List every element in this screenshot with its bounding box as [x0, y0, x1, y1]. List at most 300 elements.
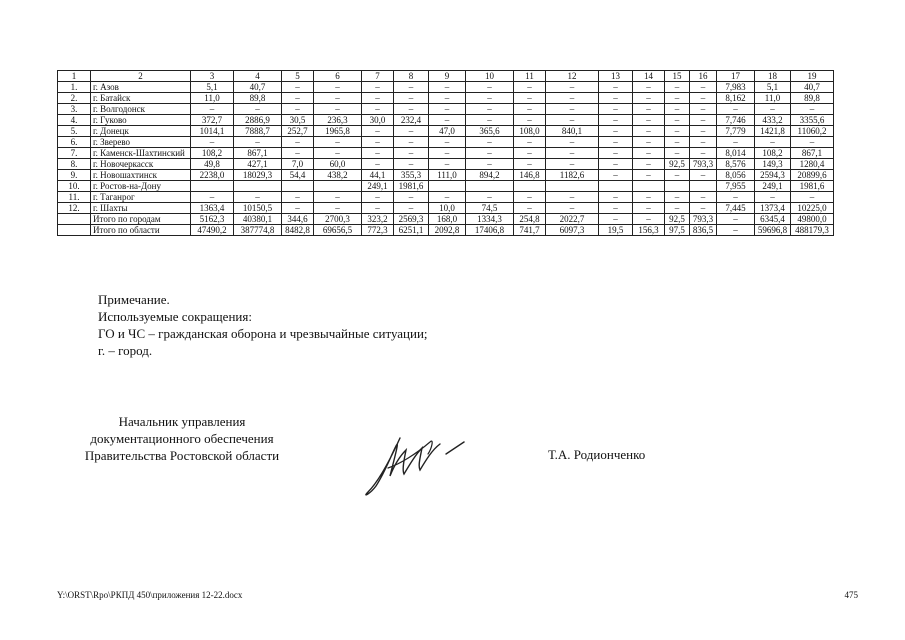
- table-cell: 19,5: [599, 225, 633, 236]
- table-cell: 8,014: [717, 148, 755, 159]
- table-cell: –: [466, 137, 514, 148]
- table-cell: 5,1: [755, 82, 791, 93]
- table-cell: –: [429, 82, 466, 93]
- chief-title-line-2: документационного обеспечения: [90, 431, 274, 446]
- table-cell: –: [362, 93, 394, 104]
- table-cell: 17406,8: [466, 225, 514, 236]
- table-cell: –: [546, 203, 599, 214]
- table-cell: –: [314, 148, 362, 159]
- table-cell: –: [514, 82, 546, 93]
- table-cell: –: [234, 137, 282, 148]
- table-cell: 372,7: [191, 115, 234, 126]
- table-cell: –: [514, 104, 546, 115]
- table-cell: 6: [314, 71, 362, 82]
- table-cell: 9.: [58, 170, 91, 181]
- table-row: [58, 181, 834, 192]
- table-cell: –: [791, 104, 834, 115]
- data-table: [57, 70, 834, 236]
- table-cell: 741,7: [514, 225, 546, 236]
- table-cell: 7,779: [717, 126, 755, 137]
- table-cell: 49800,0: [791, 214, 834, 225]
- table-cell: –: [429, 148, 466, 159]
- table-cell: 7,955: [717, 181, 755, 192]
- table-cell: 10150,5: [234, 203, 282, 214]
- table-cell: –: [282, 203, 314, 214]
- table-cell: –: [466, 159, 514, 170]
- table-cell: [599, 181, 633, 192]
- table-cell: –: [362, 148, 394, 159]
- table-cell: –: [429, 104, 466, 115]
- table-cell: –: [394, 192, 429, 203]
- table-cell: 6.: [58, 137, 91, 148]
- table-cell: г. Гуково: [91, 115, 191, 126]
- table-cell: 156,3: [633, 225, 665, 236]
- table-cell: –: [191, 104, 234, 115]
- table-cell: 149,3: [755, 159, 791, 170]
- table-cell: г. Азов: [91, 82, 191, 93]
- table-cell: 10225,0: [791, 203, 834, 214]
- table-cell: –: [546, 137, 599, 148]
- table-cell: –: [282, 104, 314, 115]
- table-cell: 7,0: [282, 159, 314, 170]
- table-cell: 16: [690, 71, 717, 82]
- table-cell: –: [690, 93, 717, 104]
- table-cell: 3: [191, 71, 234, 82]
- table-cell: –: [429, 115, 466, 126]
- table-cell: –: [394, 137, 429, 148]
- table-cell: 7,445: [717, 203, 755, 214]
- table-cell: –: [466, 104, 514, 115]
- table-row: [58, 192, 834, 203]
- table-cell: 92,5: [665, 214, 690, 225]
- table-cell: г. Батайск: [91, 93, 191, 104]
- table-cell: –: [690, 104, 717, 115]
- footer-page-number: 475: [844, 590, 858, 600]
- table-cell: –: [514, 148, 546, 159]
- table-cell: –: [690, 203, 717, 214]
- table-cell: 488179,3: [791, 225, 834, 236]
- table-cell: 12.: [58, 203, 91, 214]
- table-cell: 236,3: [314, 115, 362, 126]
- note-line-go-chs: ГО и ЧС – гражданская оборона и чрезвычайные ситуации;: [98, 326, 428, 341]
- table-cell: –: [755, 192, 791, 203]
- table-cell: [58, 225, 91, 236]
- table-cell: –: [362, 126, 394, 137]
- table-cell: –: [633, 137, 665, 148]
- table-cell: –: [429, 137, 466, 148]
- table-cell: 793,3: [690, 159, 717, 170]
- table-cell: 9: [429, 71, 466, 82]
- table-cell: –: [314, 137, 362, 148]
- table-cell: 344,6: [282, 214, 314, 225]
- table-cell: –: [314, 192, 362, 203]
- table-cell: [546, 181, 599, 192]
- table-cell: [282, 181, 314, 192]
- table-cell: –: [466, 192, 514, 203]
- table-cell: [191, 181, 234, 192]
- table-cell: 5162,3: [191, 214, 234, 225]
- table-cell: –: [282, 137, 314, 148]
- table-cell: 2.: [58, 93, 91, 104]
- table-cell: г. Таганрог: [91, 192, 191, 203]
- table-cell: –: [314, 93, 362, 104]
- table-cell: 5.: [58, 126, 91, 137]
- table-cell: 2022,7: [546, 214, 599, 225]
- table-cell: 7: [362, 71, 394, 82]
- table-cell: –: [546, 93, 599, 104]
- table-cell: 4.: [58, 115, 91, 126]
- table-cell: –: [665, 137, 690, 148]
- table-cell: –: [633, 214, 665, 225]
- table-cell: 1363,4: [191, 203, 234, 214]
- table-cell: 17: [717, 71, 755, 82]
- table-cell: –: [546, 104, 599, 115]
- table-cell: 840,1: [546, 126, 599, 137]
- table-cell: 8482,8: [282, 225, 314, 236]
- table-cell: –: [191, 192, 234, 203]
- table-cell: –: [599, 82, 633, 93]
- table-cell: 30,5: [282, 115, 314, 126]
- table-cell: –: [514, 159, 546, 170]
- table-cell: –: [599, 159, 633, 170]
- handwritten-signature: [360, 420, 470, 500]
- table-cell: –: [282, 82, 314, 93]
- table-cell: 108,2: [191, 148, 234, 159]
- table-cell: 54,4: [282, 170, 314, 181]
- table-cell: [665, 181, 690, 192]
- table-cell: –: [717, 137, 755, 148]
- table-cell: –: [717, 225, 755, 236]
- table-cell: –: [665, 126, 690, 137]
- table-cell: 11060,2: [791, 126, 834, 137]
- table-cell: –: [665, 203, 690, 214]
- table-cell: –: [665, 170, 690, 181]
- table-cell: [234, 181, 282, 192]
- table-row: [58, 93, 834, 104]
- note-title: Примечание.: [98, 292, 170, 307]
- table-cell: 19: [791, 71, 834, 82]
- table-cell: –: [717, 104, 755, 115]
- table-cell: 108,0: [514, 126, 546, 137]
- table-cell: –: [466, 93, 514, 104]
- table-cell: –: [282, 192, 314, 203]
- table-cell: 168,0: [429, 214, 466, 225]
- table-cell: 3.: [58, 104, 91, 115]
- table-cell: 13: [599, 71, 633, 82]
- table-cell: [314, 181, 362, 192]
- table-cell: –: [665, 192, 690, 203]
- table-cell: 867,1: [791, 148, 834, 159]
- table-cell: 427,1: [234, 159, 282, 170]
- table-cell: 5,1: [191, 82, 234, 93]
- table-cell: –: [633, 104, 665, 115]
- table-cell: –: [514, 137, 546, 148]
- table-cell: 30,0: [362, 115, 394, 126]
- table-cell: –: [633, 82, 665, 93]
- table-cell: –: [514, 115, 546, 126]
- table-cell: г. Волгодонск: [91, 104, 191, 115]
- table-cell: 1: [58, 71, 91, 82]
- table-cell: 14: [633, 71, 665, 82]
- table-cell: –: [546, 148, 599, 159]
- table-cell: 252,7: [282, 126, 314, 137]
- table-cell: 1981,6: [791, 181, 834, 192]
- table-row: [58, 115, 834, 126]
- table-cell: –: [755, 104, 791, 115]
- table-cell: 894,2: [466, 170, 514, 181]
- table-cell: –: [546, 192, 599, 203]
- chief-title-line-3: Правительства Ростовской области: [84, 448, 280, 463]
- table-cell: 249,1: [755, 181, 791, 192]
- table-cell: –: [633, 159, 665, 170]
- table-cell: –: [394, 148, 429, 159]
- table-cell: 4: [234, 71, 282, 82]
- table-cell: 59696,8: [755, 225, 791, 236]
- note-block: [98, 291, 428, 359]
- table-cell: 47,0: [429, 126, 466, 137]
- table-cell: 6097,3: [546, 225, 599, 236]
- table-cell: 836,5: [690, 225, 717, 236]
- table-cell: 49,8: [191, 159, 234, 170]
- table-cell: –: [690, 192, 717, 203]
- signer-name: Т.А. Родионченко: [548, 447, 646, 462]
- table-cell: –: [362, 159, 394, 170]
- table-cell: –: [755, 137, 791, 148]
- table-cell: 20899,6: [791, 170, 834, 181]
- table-cell: –: [546, 82, 599, 93]
- table-cell: 11: [514, 71, 546, 82]
- table-cell: –: [665, 148, 690, 159]
- table-row: [58, 203, 834, 214]
- table-cell: г. Новочеркасск: [91, 159, 191, 170]
- table-cell: –: [394, 159, 429, 170]
- table-cell: –: [234, 192, 282, 203]
- table-cell: 8: [394, 71, 429, 82]
- table-cell: 146,8: [514, 170, 546, 181]
- table-cell: –: [690, 137, 717, 148]
- table-cell: 1421,8: [755, 126, 791, 137]
- table-row: [58, 126, 834, 137]
- table-row: [58, 104, 834, 115]
- table-cell: Итого по городам: [91, 214, 191, 225]
- table-cell: 89,8: [234, 93, 282, 104]
- table-cell: 254,8: [514, 214, 546, 225]
- table-cell: –: [429, 159, 466, 170]
- table-cell: –: [282, 148, 314, 159]
- table-cell: 8.: [58, 159, 91, 170]
- table-cell: [466, 181, 514, 192]
- table-cell: 11,0: [191, 93, 234, 104]
- table-cell: [514, 181, 546, 192]
- table-cell: 2569,3: [394, 214, 429, 225]
- table-cell: –: [717, 192, 755, 203]
- table-cell: 40380,1: [234, 214, 282, 225]
- table-cell: 44,1: [362, 170, 394, 181]
- table-cell: 6345,4: [755, 214, 791, 225]
- table-row: [58, 170, 834, 181]
- table-cell: –: [362, 192, 394, 203]
- table-cell: 2594,3: [755, 170, 791, 181]
- table-cell: 12: [546, 71, 599, 82]
- table-cell: –: [665, 93, 690, 104]
- table-cell: 3355,6: [791, 115, 834, 126]
- table-cell: 10,0: [429, 203, 466, 214]
- table-cell: 1.: [58, 82, 91, 93]
- table-cell: –: [633, 93, 665, 104]
- table-cell: –: [633, 126, 665, 137]
- table-cell: –: [690, 126, 717, 137]
- table-cell: 6251,1: [394, 225, 429, 236]
- table-cell: –: [429, 192, 466, 203]
- table-cell: –: [599, 104, 633, 115]
- table-cell: 69656,5: [314, 225, 362, 236]
- table-cell: 92,5: [665, 159, 690, 170]
- table-cell: 2886,9: [234, 115, 282, 126]
- table-cell: 40,7: [234, 82, 282, 93]
- table-cell: 40,7: [791, 82, 834, 93]
- table-cell: 5: [282, 71, 314, 82]
- table-cell: –: [599, 137, 633, 148]
- table-cell: –: [429, 93, 466, 104]
- table-cell: 11,0: [755, 93, 791, 104]
- table-cell: 10: [466, 71, 514, 82]
- table-cell: 8,576: [717, 159, 755, 170]
- table-cell: –: [394, 104, 429, 115]
- table-cell: 355,3: [394, 170, 429, 181]
- table-cell: –: [282, 93, 314, 104]
- table-cell: 7.: [58, 148, 91, 159]
- table-cell: 8,162: [717, 93, 755, 104]
- table-cell: –: [690, 115, 717, 126]
- footer-file-path: Y:\ORST\Rpo\РКПД 450\приложения 12-22.docx: [57, 590, 243, 600]
- table-cell: –: [633, 148, 665, 159]
- table-header-row: [58, 71, 834, 82]
- table-cell: –: [362, 104, 394, 115]
- table-cell: 7,983: [717, 82, 755, 93]
- table-cell: –: [314, 203, 362, 214]
- table-cell: 1182,6: [546, 170, 599, 181]
- table-row: [58, 82, 834, 93]
- table-cell: –: [466, 148, 514, 159]
- table-cell: –: [633, 203, 665, 214]
- table-cell: –: [191, 137, 234, 148]
- table-row: [58, 137, 834, 148]
- table-cell: г. Шахты: [91, 203, 191, 214]
- table-cell: –: [690, 148, 717, 159]
- table-body: [58, 71, 834, 236]
- table-cell: 2092,8: [429, 225, 466, 236]
- table-row: [58, 159, 834, 170]
- table-row: [58, 148, 834, 159]
- table-cell: –: [394, 93, 429, 104]
- table-cell: –: [546, 159, 599, 170]
- table-cell: –: [665, 82, 690, 93]
- table-cell: –: [599, 148, 633, 159]
- table-cell: –: [362, 137, 394, 148]
- table-cell: –: [394, 126, 429, 137]
- chief-title: [57, 413, 307, 464]
- table-cell: 2700,3: [314, 214, 362, 225]
- chief-title-line-1: Начальник управления: [118, 414, 246, 429]
- table-cell: 365,6: [466, 126, 514, 137]
- table-cell: 1014,1: [191, 126, 234, 137]
- table-cell: 60,0: [314, 159, 362, 170]
- table-cell: 8,056: [717, 170, 755, 181]
- table-cell: –: [633, 115, 665, 126]
- table-cell: 249,1: [362, 181, 394, 192]
- table-cell: 11.: [58, 192, 91, 203]
- note-line-abbrev: Используемые сокращения:: [98, 309, 252, 324]
- table-cell: [58, 214, 91, 225]
- table-cell: 97,5: [665, 225, 690, 236]
- table-cell: 108,2: [755, 148, 791, 159]
- table-cell: 15: [665, 71, 690, 82]
- table-cell: –: [514, 203, 546, 214]
- table-cell: 10.: [58, 181, 91, 192]
- table-cell: 7888,7: [234, 126, 282, 137]
- table-cell: –: [514, 93, 546, 104]
- table-cell: –: [791, 192, 834, 203]
- table-cell: 2: [91, 71, 191, 82]
- table-cell: –: [394, 82, 429, 93]
- table-cell: 18: [755, 71, 791, 82]
- table-cell: –: [665, 104, 690, 115]
- table-cell: [633, 181, 665, 192]
- table-cell: 1981,6: [394, 181, 429, 192]
- table-cell: –: [599, 192, 633, 203]
- table-cell: 7,746: [717, 115, 755, 126]
- table-cell: 323,2: [362, 214, 394, 225]
- table-cell: –: [599, 203, 633, 214]
- table-cell: –: [599, 93, 633, 104]
- table-cell: 387774,8: [234, 225, 282, 236]
- table-cell: 1373,4: [755, 203, 791, 214]
- table-cell: –: [717, 214, 755, 225]
- table-cell: г. Ростов-на-Дону: [91, 181, 191, 192]
- table-cell: 232,4: [394, 115, 429, 126]
- table-row: [58, 214, 834, 225]
- table-cell: г. Донецк: [91, 126, 191, 137]
- table-cell: –: [599, 115, 633, 126]
- table-cell: –: [665, 115, 690, 126]
- table-row: [58, 225, 834, 236]
- table-cell: 793,3: [690, 214, 717, 225]
- table-cell: –: [234, 104, 282, 115]
- table-cell: –: [633, 192, 665, 203]
- table-cell: –: [314, 104, 362, 115]
- table-cell: г. Каменск-Шахтинский: [91, 148, 191, 159]
- table-cell: –: [599, 170, 633, 181]
- table-cell: –: [466, 82, 514, 93]
- table-cell: [429, 181, 466, 192]
- table-cell: 433,2: [755, 115, 791, 126]
- table-cell: –: [514, 192, 546, 203]
- table-cell: 111,0: [429, 170, 466, 181]
- table-cell: 47490,2: [191, 225, 234, 236]
- table-cell: –: [314, 82, 362, 93]
- table-cell: –: [690, 82, 717, 93]
- table-cell: г. Зверево: [91, 137, 191, 148]
- table-cell: –: [599, 214, 633, 225]
- table-cell: –: [599, 126, 633, 137]
- table-cell: –: [362, 82, 394, 93]
- table-cell: Итого по области: [91, 225, 191, 236]
- note-line-city: г. – город.: [98, 343, 153, 358]
- table-cell: 2238,0: [191, 170, 234, 181]
- table-cell: 438,2: [314, 170, 362, 181]
- table-cell: 772,3: [362, 225, 394, 236]
- table-cell: 1280,4: [791, 159, 834, 170]
